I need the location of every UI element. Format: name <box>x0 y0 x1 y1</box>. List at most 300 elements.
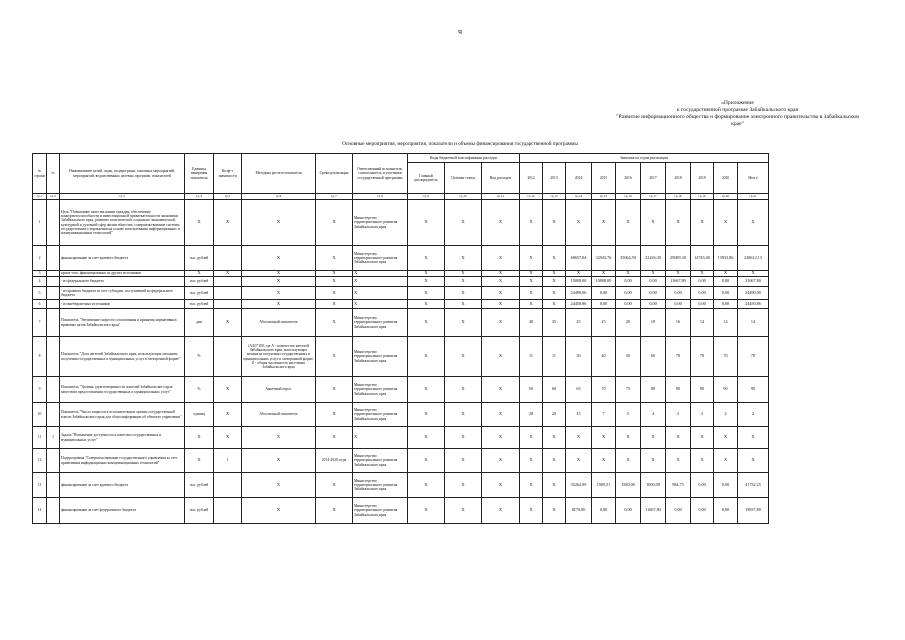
term-cell: Х <box>316 498 353 524</box>
method-cell: Анкетный опрос <box>242 377 316 403</box>
responsible-cell: Х <box>353 427 408 449</box>
method-cell: Абсолютный показатель <box>242 309 316 337</box>
chief-code-cell: Х <box>408 309 445 337</box>
expense-code-cell: Х <box>482 449 520 473</box>
responsible-cell: Х <box>353 277 408 287</box>
year-value-cell: 90 <box>714 377 738 403</box>
appendix-header <box>610 100 865 128</box>
unit-cell: Х <box>185 200 214 246</box>
year-value-cell: 0,00 <box>616 300 641 309</box>
year-value-cell: 35 <box>543 309 566 337</box>
header-years-group: Значения по годам реализации <box>520 154 769 163</box>
year-value-cell: Х <box>543 427 566 449</box>
column-number: гр.12 <box>520 194 543 200</box>
weight-cell: Х <box>214 200 242 246</box>
year-value-cell: Х <box>641 200 666 246</box>
row-number-cell: 7 <box>33 309 47 337</box>
weight-cell <box>214 337 242 377</box>
expense-code-cell: Х <box>482 246 520 271</box>
header-term: Сроки реализации <box>316 154 353 194</box>
method-cell: Абсолютный показатель <box>242 403 316 427</box>
year-value-cell: Х <box>616 271 641 277</box>
year-value-cell: 0,00 <box>714 498 738 524</box>
column-number: гр.1 <box>33 194 47 200</box>
item-number-cell <box>47 287 60 300</box>
year-value-cell: 11 <box>543 337 566 377</box>
method-cell: Х <box>242 287 316 300</box>
name-cell: кроме того, финансирование из других источников <box>60 271 185 277</box>
year-value-cell: 50 <box>520 377 543 403</box>
table-body <box>33 194 769 524</box>
table-row <box>33 300 769 309</box>
column-number: гр.14 <box>566 194 592 200</box>
chief-code-cell: Х <box>408 300 445 309</box>
total-cell: 2 <box>738 403 769 427</box>
term-cell: Х <box>316 377 353 403</box>
year-value-cell: 28 <box>520 403 543 427</box>
chief-code-cell: Х <box>408 271 445 277</box>
total-cell: 24450,86 <box>738 300 769 309</box>
year-value-cell: 15 <box>566 403 592 427</box>
weight-cell <box>214 287 242 300</box>
year-value-cell: Х <box>714 200 738 246</box>
year-value-cell: 68657,04 <box>566 246 592 271</box>
item-number-cell <box>47 277 60 287</box>
total-cell: 41732,25 <box>738 473 769 498</box>
header-weight: Коэф-т значимости <box>214 154 242 194</box>
year-value-cell: 25 <box>592 309 616 337</box>
header-method: Методика расчета показателя <box>242 154 316 194</box>
year-value-cell: Х <box>666 427 691 449</box>
year-value-cell: 90 <box>666 377 691 403</box>
table-row <box>33 200 769 246</box>
expense-code-cell: Х <box>482 271 520 277</box>
method-cell: Х <box>242 277 316 287</box>
row-number-cell: 8 <box>33 337 47 377</box>
column-number: гр.3 <box>60 194 185 200</box>
column-number: гр.18 <box>666 194 691 200</box>
year-value-cell: Х <box>592 271 616 277</box>
year-value-cell: Х <box>520 300 543 309</box>
year-value-cell: Х <box>543 498 566 524</box>
year-value-cell: 0,00 <box>714 287 738 300</box>
total-cell: 90 <box>738 377 769 403</box>
column-number: гр.2 <box>47 194 60 200</box>
item-number-cell <box>47 473 60 498</box>
responsible-cell: Х <box>353 300 408 309</box>
year-value-cell: Х <box>520 200 543 246</box>
table-row <box>33 403 769 427</box>
year-value-cell: 0,00 <box>714 277 738 287</box>
table-row <box>33 427 769 449</box>
row-number-cell: 5 <box>33 287 47 300</box>
item-number-cell <box>47 377 60 403</box>
year-value-cell: 2 <box>691 403 714 427</box>
header-year: 2015 <box>592 163 616 194</box>
table-row <box>33 498 769 524</box>
chief-code-cell: Х <box>408 377 445 403</box>
year-value-cell: 0,00 <box>691 473 714 498</box>
name-cell: финансирование за счет краевого бюджета <box>60 473 185 498</box>
weight-cell: Х <box>214 427 242 449</box>
year-value-cell: 60 <box>641 337 666 377</box>
row-number-cell: 13 <box>33 473 47 498</box>
expense-code-cell: Х <box>482 309 520 337</box>
expense-code-cell: Х <box>482 337 520 377</box>
total-cell: Х <box>738 449 769 473</box>
year-value-cell: Х <box>543 277 566 287</box>
year-value-cell: 80 <box>641 377 666 403</box>
expense-code-cell: Х <box>482 403 520 427</box>
year-value-cell: 0,00 <box>641 277 666 287</box>
total-cell: Х <box>738 271 769 277</box>
header-row-number: № строки <box>33 154 47 194</box>
year-value-cell: 0,00 <box>666 498 691 524</box>
method-cell: (А/Б)*100, где А - количество жителей Забайкальского края, использующих механизм получения государственных и муниципальных услуг в электронной форме; Б - общая численность населения Забайкальского края <box>242 337 316 377</box>
year-value-cell: 11667,80 <box>641 498 666 524</box>
year-value-cell: Х <box>592 200 616 246</box>
year-value-cell: Х <box>543 271 566 277</box>
chief-code-cell: Х <box>408 427 445 449</box>
chief-code-cell: Х <box>408 200 445 246</box>
year-value-cell: 0,00 <box>666 300 691 309</box>
year-value-cell: 0,00 <box>592 498 616 524</box>
year-value-cell: Х <box>566 427 592 449</box>
year-value-cell: 70 <box>714 337 738 377</box>
row-number-cell: 1 <box>33 200 47 246</box>
row-number-cell: 12 <box>33 449 47 473</box>
method-cell: Х <box>242 473 316 498</box>
year-value-cell: 0,00 <box>666 287 691 300</box>
term-cell: Х <box>316 473 353 498</box>
year-value-cell: 35064,59 <box>616 246 641 271</box>
term-cell: Х <box>316 277 353 287</box>
chief-code-cell: Х <box>408 337 445 377</box>
year-value-cell: 70 <box>691 337 714 377</box>
year-value-cell: 10000,00 <box>566 277 592 287</box>
header-year: 2019 <box>691 163 714 194</box>
responsible-cell: Министерство территориального развития Забайкальского края <box>353 473 408 498</box>
unit-cell: тыс. рублей <box>185 287 214 300</box>
year-value-cell: 0,00 <box>592 287 616 300</box>
year-value-cell: 20 <box>616 309 641 337</box>
responsible-cell: Министерство территориального развития Забайкальского края <box>353 403 408 427</box>
responsible-cell: Министерство территориального развития Забайкальского края <box>353 309 408 337</box>
column-number: гр.16 <box>616 194 641 200</box>
year-value-cell: 1909,51 <box>592 473 616 498</box>
name-cell: финансирование за счет федерального бюджета <box>60 498 185 524</box>
year-value-cell: 0,00 <box>691 277 714 287</box>
weight-cell <box>214 277 242 287</box>
year-value-cell: 16 <box>666 309 691 337</box>
row-number-cell: 14 <box>33 498 47 524</box>
method-cell: Х <box>242 427 316 449</box>
header-year: 2016 <box>616 163 641 194</box>
responsible-cell: Х <box>353 271 408 277</box>
expense-code-cell: Х <box>482 473 520 498</box>
year-value-cell: 5 <box>616 403 641 427</box>
term-cell: Х <box>316 271 353 277</box>
item-number-cell <box>47 498 60 524</box>
year-value-cell: Х <box>543 287 566 300</box>
responsible-cell: Министерство территориального развития Забайкальского края <box>353 498 408 524</box>
unit-cell: тыс. рублей <box>185 498 214 524</box>
year-value-cell: Х <box>520 449 543 473</box>
item-number-cell: 1 <box>47 427 60 449</box>
year-value-cell: 0,00 <box>714 473 738 498</box>
item-number-cell <box>47 449 60 473</box>
term-cell: 2014-2020 годы <box>316 449 353 473</box>
header-unit: Единица измерения показателя <box>185 154 214 194</box>
header-year: 2014 <box>566 163 592 194</box>
header-year: 2013 <box>543 163 566 194</box>
article-code-cell: Х <box>445 287 482 300</box>
row-number-cell: 10 <box>33 403 47 427</box>
name-cell: Показатель "Число запросов в исполнительные органы государственной власти Забайкальского края для сбора информации об объектах управления" <box>60 403 185 427</box>
weight-cell <box>214 300 242 309</box>
responsible-cell: Министерство территориального развития Забайкальского края <box>353 337 408 377</box>
term-cell: Х <box>316 309 353 337</box>
header-year: 2012 <box>520 163 543 194</box>
year-value-cell: Х <box>666 271 691 277</box>
year-value-cell: Х <box>691 449 714 473</box>
year-value-cell: 0,00 <box>641 287 666 300</box>
table-row <box>33 246 769 271</box>
article-code-cell: Х <box>445 271 482 277</box>
unit-cell: тыс. рублей <box>185 246 214 271</box>
column-number: гр.21 <box>738 194 769 200</box>
row-number-cell: 6 <box>33 300 47 309</box>
responsible-cell: Министерство территориального развития Забайкальского края <box>353 200 408 246</box>
year-value-cell: 14 <box>691 309 714 337</box>
appendix-line-3: "Развитие информационного общества и формирование электронного правительства в Забайкальском крае" <box>616 114 859 127</box>
responsible-cell: Министерство территориального развития Забайкальского края <box>353 449 408 473</box>
year-value-cell: 25 <box>566 309 592 337</box>
year-value-cell: 4 <box>641 403 666 427</box>
year-value-cell: 0,00 <box>714 300 738 309</box>
row-number-cell: 3 <box>33 271 47 277</box>
item-number-cell <box>47 200 60 246</box>
year-value-cell: Х <box>691 427 714 449</box>
term-cell: Х <box>316 200 353 246</box>
article-code-cell: Х <box>445 473 482 498</box>
year-value-cell: 0,00 <box>691 287 714 300</box>
weight-cell: 1 <box>214 449 242 473</box>
year-value-cell: Х <box>543 473 566 498</box>
total-cell: Х <box>738 200 769 246</box>
header-expense: Вид расходов <box>482 163 520 194</box>
year-value-cell: Х <box>592 449 616 473</box>
year-value-cell: 60 <box>543 377 566 403</box>
year-value-cell: Х <box>520 498 543 524</box>
table-row <box>33 309 769 337</box>
total-cell: 24490,00 <box>738 287 769 300</box>
column-number: гр.11 <box>482 194 520 200</box>
total-cell: 228612,13 <box>738 246 769 271</box>
article-code-cell: Х <box>445 337 482 377</box>
year-value-cell: 65 <box>566 377 592 403</box>
total-cell: 14 <box>738 309 769 337</box>
article-code-cell: Х <box>445 449 482 473</box>
chief-code-cell: Х <box>408 277 445 287</box>
year-value-cell: 0,00 <box>616 498 641 524</box>
article-code-cell: Х <box>445 403 482 427</box>
year-value-cell: 7 <box>592 403 616 427</box>
year-value-cell: Х <box>714 271 738 277</box>
year-value-cell: 10000,00 <box>592 277 616 287</box>
weight-cell <box>214 246 242 271</box>
term-cell: Х <box>316 246 353 271</box>
row-number-cell: 4 <box>33 277 47 287</box>
unit-cell: дни <box>185 309 214 337</box>
year-value-cell: 70 <box>666 337 691 377</box>
weight-cell: Х <box>214 309 242 337</box>
document-title: Основные мероприятия, мероприятия, показатели и объемы финансирования государственной программы <box>342 141 578 147</box>
column-number: гр.15 <box>592 194 616 200</box>
table-row <box>33 377 769 403</box>
name-cell: Показатель "Доля жителей Забайкальского края, использующих механизм получения государственных и муниципальных услуг в электронной форме" <box>60 337 185 377</box>
table-row <box>33 449 769 473</box>
year-value-cell: 50 <box>616 337 641 377</box>
name-cell: Показатель "Уровень удовлетворенности жителей Забайкальского края качеством предоставления государственных и муниципальных услуг" <box>60 377 185 403</box>
column-number: гр.9 <box>408 194 445 200</box>
header-article: Целевая статья <box>445 163 482 194</box>
total-cell: 19837,80 <box>738 498 769 524</box>
year-value-cell: Х <box>641 449 666 473</box>
article-code-cell: Х <box>445 200 482 246</box>
column-number: гр.8 <box>353 194 408 200</box>
expense-code-cell: Х <box>482 277 520 287</box>
total-cell: Х <box>738 427 769 449</box>
year-value-cell: Х <box>543 246 566 271</box>
expense-code-cell: Х <box>482 287 520 300</box>
row-number-cell: 9 <box>33 377 47 403</box>
year-value-cell: Х <box>566 271 592 277</box>
article-code-cell: Х <box>445 309 482 337</box>
year-value-cell: Х <box>714 427 738 449</box>
header-responsible: Ответственный исполнитель, соисполнитель и участники государственной программы <box>353 154 408 194</box>
column-number: гр.20 <box>714 194 738 200</box>
column-number: гр.19 <box>691 194 714 200</box>
weight-cell <box>214 498 242 524</box>
year-value-cell: Х <box>543 300 566 309</box>
article-code-cell: Х <box>445 300 482 309</box>
article-code-cell: Х <box>445 246 482 271</box>
year-value-cell: Х <box>543 200 566 246</box>
header-year: 2018 <box>666 163 691 194</box>
table-row <box>33 337 769 377</box>
year-value-cell: Х <box>616 427 641 449</box>
chief-code-cell: Х <box>408 449 445 473</box>
term-cell: Х <box>316 300 353 309</box>
year-value-cell: 0,00 <box>616 277 641 287</box>
year-value-cell: 32943,76 <box>592 246 616 271</box>
year-value-cell: 984,75 <box>666 473 691 498</box>
expense-code-cell: Х <box>482 200 520 246</box>
year-value-cell: Х <box>520 473 543 498</box>
item-number-cell <box>47 337 60 377</box>
name-cell: - из федерального бюджета <box>60 277 185 287</box>
year-value-cell: 11667,80 <box>666 277 691 287</box>
unit-cell: Х <box>185 271 214 277</box>
year-value-cell: Х <box>520 427 543 449</box>
item-number-cell <box>47 300 60 309</box>
weight-cell <box>214 473 242 498</box>
unit-cell: Х <box>185 449 214 473</box>
article-code-cell: Х <box>445 277 482 287</box>
year-value-cell: 0,00 <box>592 300 616 309</box>
year-value-cell: 2 <box>714 403 738 427</box>
year-value-cell: Х <box>520 277 543 287</box>
method-cell: Х <box>242 200 316 246</box>
responsible-cell: Министерство территориального развития Забайкальского края <box>353 377 408 403</box>
name-cell: - из внебюджетных источников <box>60 300 185 309</box>
expense-code-cell: Х <box>482 377 520 403</box>
unit-cell: единиц <box>185 403 214 427</box>
year-value-cell: 90 <box>691 377 714 403</box>
year-value-cell: Х <box>566 449 592 473</box>
year-value-cell: 0,00 <box>691 300 714 309</box>
appendix-line-1: «Приложение <box>721 100 754 106</box>
method-cell: Х <box>242 271 316 277</box>
term-cell: Х <box>316 287 353 300</box>
year-value-cell: Х <box>616 200 641 246</box>
top-mark: ч <box>458 27 463 36</box>
weight-cell: Х <box>214 377 242 403</box>
year-value-cell: Х <box>714 449 738 473</box>
responsible-cell: Х <box>353 287 408 300</box>
item-number-cell <box>47 403 60 427</box>
year-value-cell: Х <box>520 246 543 271</box>
year-value-cell: Х <box>691 271 714 277</box>
year-value-cell: 70 <box>592 377 616 403</box>
appendix-line-2: к государственной программе Забайкальского края <box>676 107 799 113</box>
year-value-cell: Х <box>691 200 714 246</box>
article-code-cell: Х <box>445 377 482 403</box>
item-number-cell <box>47 309 60 337</box>
expense-code-cell: Х <box>482 427 520 449</box>
year-value-cell: 40 <box>520 309 543 337</box>
column-number: гр.7 <box>316 194 353 200</box>
year-value-cell: 22226,30 <box>641 246 666 271</box>
header-year: 2020 <box>714 163 738 194</box>
chief-code-cell: Х <box>408 287 445 300</box>
year-value-cell: 1000,00 <box>641 473 666 498</box>
year-value-cell: 24450,86 <box>566 300 592 309</box>
name-cell: Подпрограмма "Совершенствование государственного управления за счет применения информационно-коммуникационных технологий" <box>60 449 185 473</box>
name-cell: - из краевого бюджета за счет субсидии, поступившей из федерального бюджета <box>60 287 185 300</box>
item-number-cell <box>47 246 60 271</box>
year-value-cell: Х <box>520 271 543 277</box>
year-value-cell: Х <box>641 271 666 277</box>
name-cell: Задача "Повышение доступности и качества государственных и муниципальных услуг" <box>60 427 185 449</box>
name-cell: финансирование за счет краевого бюджета <box>60 246 185 271</box>
year-value-cell: Х <box>616 449 641 473</box>
column-number: гр.6 <box>242 194 316 200</box>
year-value-cell: 24490,00 <box>566 287 592 300</box>
row-number-cell: 2 <box>33 246 47 271</box>
year-value-cell: 40 <box>592 337 616 377</box>
unit-cell: тыс. рублей <box>185 277 214 287</box>
year-value-cell: Х <box>641 427 666 449</box>
year-value-cell: 8170,00 <box>566 498 592 524</box>
program-table <box>32 153 769 524</box>
unit-cell: Х <box>185 427 214 449</box>
total-cell: 70 <box>738 337 769 377</box>
total-cell: 31667,80 <box>738 277 769 287</box>
method-cell: Х <box>242 498 316 524</box>
header-budget-codes: Коды бюджетной классификации расходов <box>408 154 520 163</box>
